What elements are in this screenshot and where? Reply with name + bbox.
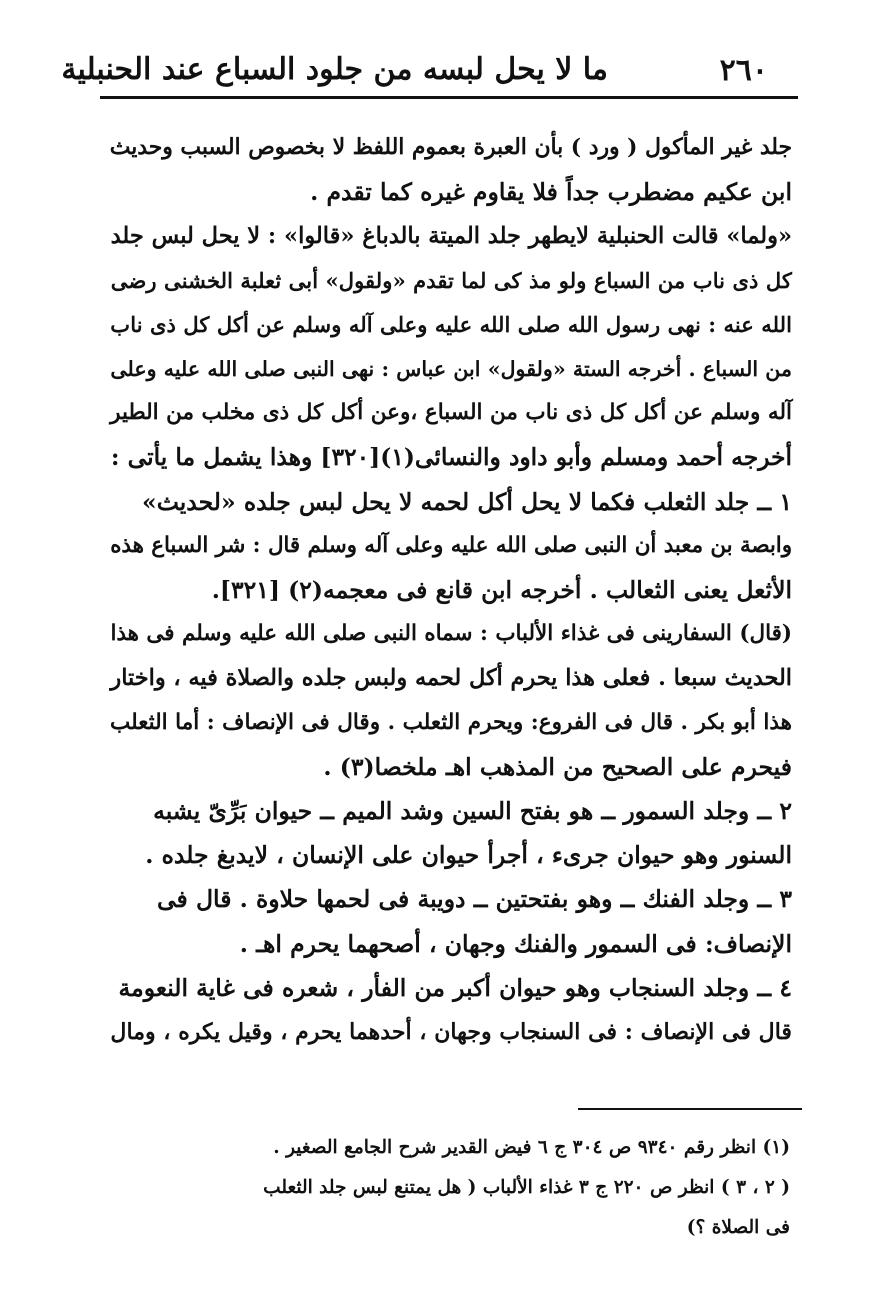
- text-line: الله عنه : نهى رسول الله صلى الله عليه وعلى آله وسلم عن أكل كل ذى ناب: [110, 311, 792, 337]
- text-line: هذا أبو بكر . قال فى الفروع: ويحرم الثعلب . وقال فى الإنصاف : أما الثعلب: [109, 709, 792, 735]
- text-line: ٣ ــ وجلد الفنك ــ وهو بفتحتين ــ دويبة فى لحمها حلاوة . قال فى: [156, 885, 792, 914]
- text-line: من السباع . أخرجه الستة «ولقول» ابن عباس : نهى النبى صلى الله عليه وعلى: [110, 357, 792, 382]
- footnote-line: ( ٢ ، ٣ ) انظر ص ٢٢٠ ج ٣ غذاء الألباب ( هل يمتنع لبس جلد الثعلب: [263, 1177, 790, 1198]
- text-line: الإنصاف: فى السمور والفنك وجهان ، أصحهما يحرم اهـ .: [239, 929, 792, 958]
- text-line: ابن عكيم مضطرب جداً فلا يقاوم غيره كما تقدم .: [310, 178, 792, 207]
- text-line: جلد غير المأكول ( ورد ) بأن العبرة بعموم اللفظ لا بخصوص السبب وحديث: [109, 135, 792, 160]
- main-text: [110, 126, 792, 1054]
- footnote-line: (١) انظر رقم ٩٣٤٠ ص ٣٠٤ ج ٦ فيض القدير شرح الجامع الصغير .: [273, 1137, 790, 1158]
- text-line: «ولما» قالت الحنبلية لايطهر جلد الميتة بالدباغ «قالوا» : لا يحل لبس جلد: [110, 223, 792, 250]
- footnotes: [100, 1128, 790, 1248]
- text-line: (قال) السفارينى فى غذاء الألباب : سماه النبى صلى الله عليه وسلم فى هذا: [110, 621, 792, 647]
- text-line: ٢ ــ وجلد السمور ــ هو بفتح السين وشد الميم ــ حيوان بَرِّىّ يشبه: [153, 797, 792, 826]
- footnote-rule: [578, 1108, 802, 1110]
- text-line: كل ذى ناب من السباع ولو مذ كى لما تقدم «ولقول» أبى ثعلبة الخشنى رضى: [110, 267, 792, 293]
- text-line: ٤ ــ وجلد السنجاب وهو حيوان أكبر من الفأر ، شعره فى غاية النعومة: [118, 973, 792, 1002]
- page-header: [61, 44, 798, 96]
- header-rule: [100, 96, 798, 99]
- text-line: الحديث سبعا . فعلى هذا يحرم أكل لحمه ولبس جلده والصلاة فيه ، واختار: [110, 665, 792, 692]
- text-line: الأثعل يعنى الثعالب . أخرجه ابن قانع فى معجمه(٢) [٣٢١].: [211, 576, 792, 605]
- text-line: فيحرم على الصحيح من المذهب اهـ ملخصا(٣) .: [323, 752, 792, 781]
- text-line: ١ ــ جلد الثعلب فكما لا يحل أكل لحمه لا يحل لبس جلده «لحديث»: [142, 487, 792, 516]
- text-line: السنور وهو حيوان جرىء ، أجرأ حيوان على الإنسان ، لايدبغ جلده .: [145, 841, 792, 870]
- text-line: آله وسلم عن أكل كل ذى ناب من السباع ،وعن أكل كل ذى مخلب من الطير: [110, 400, 792, 426]
- running-title: ما لا يحل لبسه من جلود السباع عند الحنبلية: [61, 52, 608, 87]
- text-line: وابصة بن معبد أن النبى صلى الله عليه وعلى آله وسلم قال : شر السباع هذه: [110, 532, 792, 558]
- footnote-line: فى الصلاة ؟): [686, 1217, 790, 1238]
- text-line: أخرجه أحمد ومسلم وأبو داود والنسائى(١)[٣٢٠] وهذا يشمل ما يأتى :: [110, 443, 792, 472]
- page-number: ٢٦٠: [719, 53, 768, 88]
- text-line: قال فى الإنصاف : فى السنجاب وجهان ، أحدهما يحرم ، وقيل يكره ، ومال: [110, 1019, 792, 1046]
